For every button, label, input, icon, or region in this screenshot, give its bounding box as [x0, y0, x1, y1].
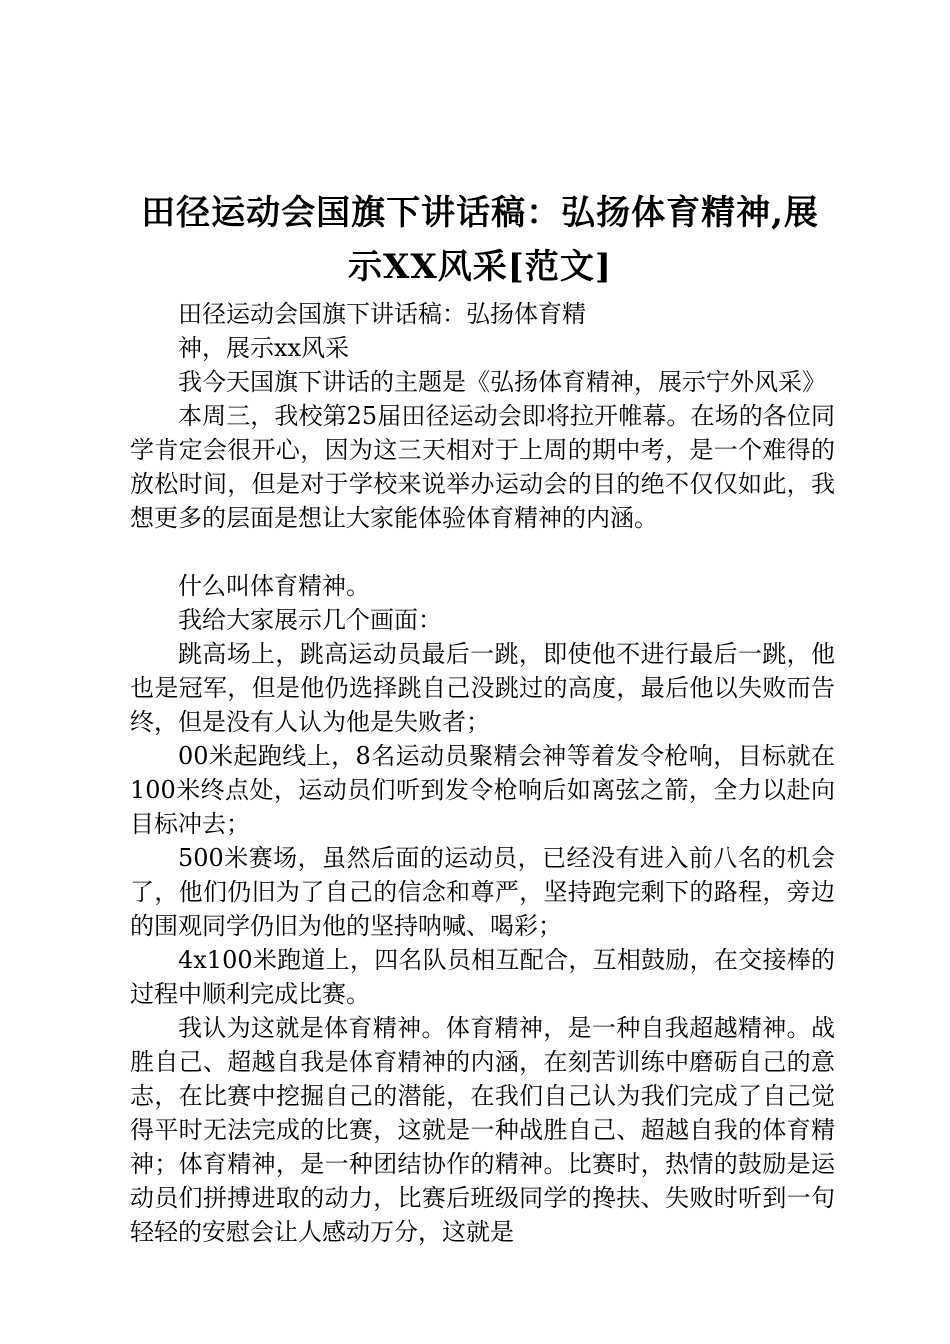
paragraph: 4x100米跑道上，四名队员相互配合，互相鼓励，在交接棒的过程中顺利完成比赛。: [130, 946, 835, 1008]
paragraph: 什么叫体育精神。: [178, 572, 370, 600]
paragraph: 500米赛场，虽然后面的运动员，已经没有进入前八名的机会了，他们仍旧为了自己的信念和尊严，坚持跑完剩下的路程，旁边的围观同学仍旧为他的坚持呐喊、喝彩；: [130, 844, 835, 940]
paragraph: 田径运动会国旗下讲话稿：弘扬体育精: [178, 300, 586, 328]
title-line-1: 田径运动会国旗下讲话稿：弘扬体育精神,展: [141, 193, 819, 233]
document-body: [130, 297, 835, 1249]
paragraph: 我给大家展示几个画面：: [178, 606, 442, 634]
document-title: [130, 186, 830, 294]
paragraph: 我认为这就是体育精神。体育精神，是一种自我超越精神。战胜自己、超越自我是体育精神的内涵，在刻苦训练中磨砺自己的意志，在比赛中挖掘自己的潜能，在我们自己认为我们完成了自己觉得平时无法完成的比赛，这就是一种战胜自己、超越自我的体育精神；体育精神，是一种团结协作的精神。比赛时，热情的鼓励是运动员们拼搏进取的动力，比赛后班级同学的搀扶、失败时听到一句轻轻的安慰会让人感动万分，这就是: [130, 1014, 835, 1246]
paragraph: 本周三，我校第25届田径运动会即将拉开帷幕。在场的各位同学肯定会很开心，因为这三天相对于上周的期中考，是一个难得的放松时间，但是对于学校来说举办运动会的目的绝不仅仅如此，我想更多的层面是想让大家能体验体育精神的内涵。: [130, 402, 835, 532]
paragraph: 00米起跑线上，8名运动员聚精会神等着发令枪响，目标就在100米终点处，运动员们听到发令枪响后如离弦之箭，全力以赴向目标冲去；: [130, 742, 835, 838]
paragraph: 跳高场上，跳高运动员最后一跳，即使他不进行最后一跳，他也是冠军，但是他仍选择跳自己没跳过的高度，最后他以失败而告终，但是没有人认为他是失败者；: [130, 640, 835, 736]
paragraph: 神，展示xx风采: [178, 334, 350, 362]
paragraph: 我今天国旗下讲话的主题是《弘扬体育精神，展示宁外风采》: [178, 368, 826, 396]
title-line-2: 示XX风采[范文]: [348, 247, 612, 287]
